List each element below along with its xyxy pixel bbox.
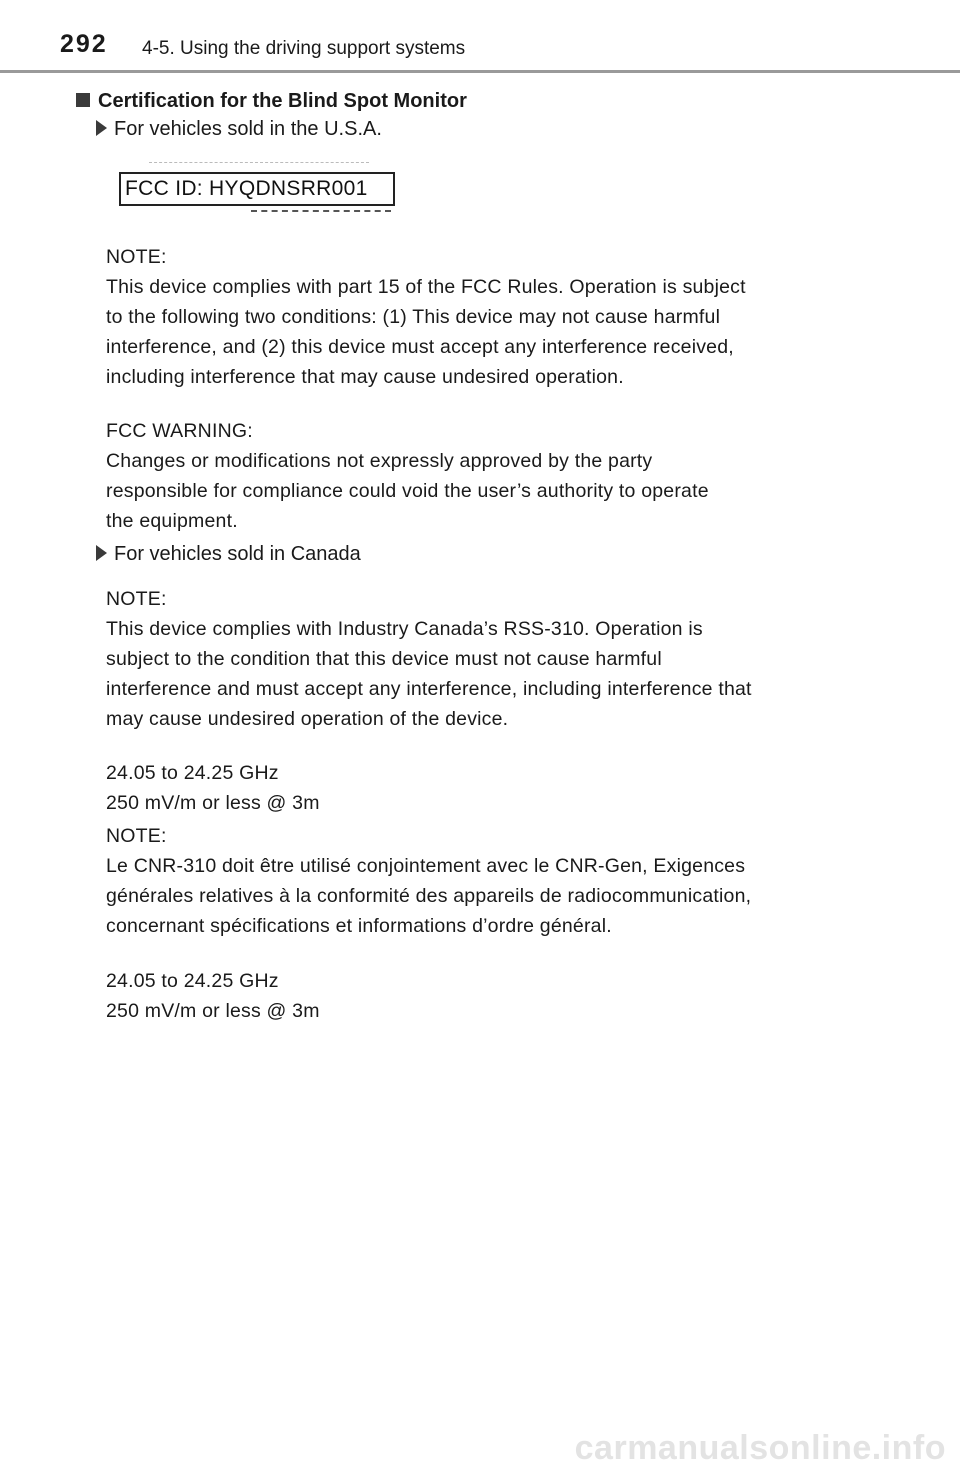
fcc-note-line: This device complies with part 15 of the FCC Rules. Operation is subject xyxy=(106,276,746,298)
cnr-note-line: Le CNR-310 doit être utilisé conjointement avec le CNR-Gen, Exigences xyxy=(106,855,746,877)
fcc-note-line: including interference that may cause undesired operation. xyxy=(106,366,624,388)
certification-heading xyxy=(76,90,467,113)
field-strength: 250 mV/m or less @ 3m xyxy=(106,792,320,814)
frequency-range: 24.05 to 24.25 GHz xyxy=(106,970,279,992)
cnr-note-block xyxy=(106,821,751,941)
cnr-note-line: concernant spécifications et informations d’ordre général. xyxy=(106,915,612,937)
bullet-canada-text: For vehicles sold in Canada xyxy=(114,543,361,565)
fcc-id-label xyxy=(119,172,395,206)
bullet-usa xyxy=(96,118,382,141)
frequency-range: 24.05 to 24.25 GHz xyxy=(106,762,279,784)
cnr-note-line: générales relatives à la conformité des appareils de radiocommunication, xyxy=(106,885,752,907)
ic-note-line: This device complies with Industry Canada’s RSS-310. Operation is xyxy=(106,618,703,640)
header-divider xyxy=(0,70,960,73)
ic-note-line: interference and must accept any interference, including interference that xyxy=(106,678,752,700)
ic-note-line: may cause undesired operation of the device. xyxy=(106,708,509,730)
ic-note-block xyxy=(106,584,752,734)
section-title: 4-5. Using the driving support systems xyxy=(142,38,466,59)
triangle-bullet-icon xyxy=(96,545,107,561)
fcc-warning-line: Changes or modifications not expressly approved by the party xyxy=(106,450,653,472)
ic-note-line: NOTE: xyxy=(106,588,167,610)
fcc-warning-line: the equipment. xyxy=(106,510,238,532)
page-header xyxy=(0,0,960,76)
fcc-warning-line: responsible for compliance could void the user’s authority to operate xyxy=(106,480,709,502)
fcc-note-line: NOTE: xyxy=(106,246,167,268)
fcc-note-line: interference, and (2) this device must accept any interference received, xyxy=(106,336,734,358)
certification-heading-text: Certification for the Blind Spot Monitor xyxy=(98,90,467,112)
fcc-id-text: FCC ID: HYQDNSRR001 xyxy=(125,177,368,200)
bullet-canada xyxy=(96,543,361,566)
site-watermark: carmanualsonline.info xyxy=(574,1429,946,1467)
cnr-note-line: NOTE: xyxy=(106,825,167,847)
frequency-spec-block xyxy=(106,758,320,818)
field-strength: 250 mV/m or less @ 3m xyxy=(106,1000,320,1022)
fcc-warning-block xyxy=(106,416,709,536)
ic-note-line: subject to the condition that this device must not cause harmful xyxy=(106,648,662,670)
bullet-usa-text: For vehicles sold in the U.S.A. xyxy=(114,118,382,140)
page-number: 292 xyxy=(60,30,108,58)
fcc-warning-line: FCC WARNING: xyxy=(106,420,253,442)
triangle-bullet-icon xyxy=(96,120,107,136)
frequency-spec-block-2 xyxy=(106,966,320,1026)
fcc-note-line: to the following two conditions: (1) This device may not cause harmful xyxy=(106,306,721,328)
fcc-note-block xyxy=(106,242,746,392)
square-bullet-icon xyxy=(76,93,90,107)
